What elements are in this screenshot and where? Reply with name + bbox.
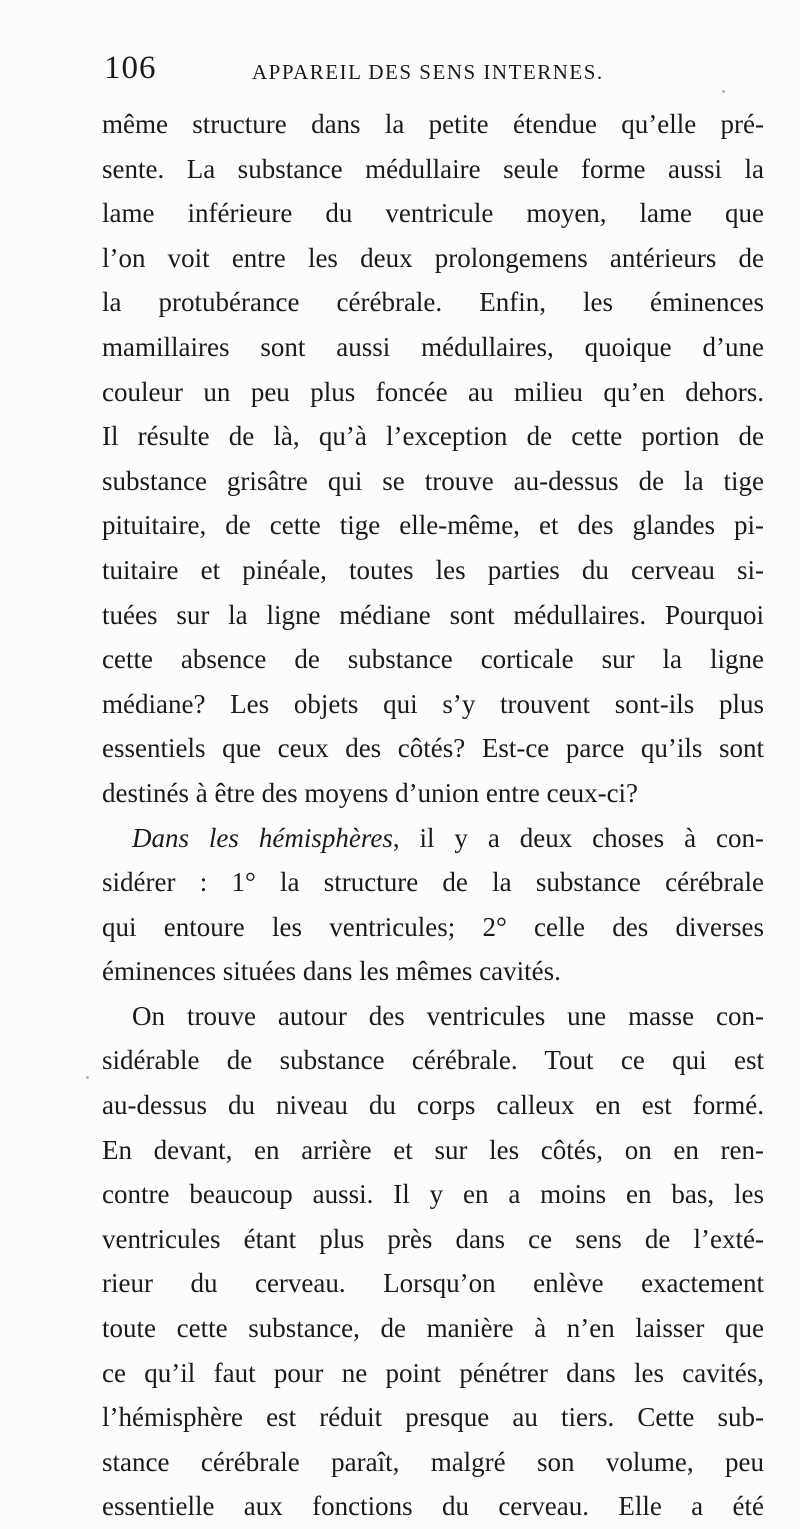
text-span: , il y a deux choses à con- xyxy=(392,822,764,853)
text-line: ce qu’il faut pour ne point pénétrer dans les cavités, xyxy=(102,1357,764,1388)
italic-term: Dans les hémisphères xyxy=(132,822,393,853)
text-line: au-dessus du niveau du corps calleux en est formé. xyxy=(102,1090,764,1121)
text-line: qui entoure les ventricules; 2° celle des diverses xyxy=(102,911,764,942)
text-line: ventricules étant plus près dans ce sens de l’exté- xyxy=(102,1223,764,1254)
text-line: En devant, en arrière et sur les côtés, on en ren- xyxy=(102,1134,764,1165)
text-line: éminences situées dans les mêmes cavités. xyxy=(102,956,561,987)
page-header xyxy=(104,50,764,94)
text-line: rieur du cerveau. Lorsqu’on enlève exactement xyxy=(102,1268,764,1299)
paper-speck xyxy=(722,90,725,93)
text-line: pituitaire, de cette tige elle-même, et des glandes pi- xyxy=(102,510,764,541)
body-text xyxy=(102,102,764,1529)
text-line: mamillaires sont aussi médullaires, quoique d’une xyxy=(102,331,764,362)
text-line: sidérable de substance cérébrale. Tout ce qui est xyxy=(102,1045,764,1076)
text-line: même structure dans la petite étendue qu’elle pré- xyxy=(102,109,764,139)
text-line: sente. La substance médullaire seule forme aussi la xyxy=(102,153,764,184)
text-line: l’on voit entre les deux prolongemens antérieurs de xyxy=(102,242,764,273)
text-line: lame inférieure du ventricule moyen, lame que xyxy=(102,198,764,229)
text-line: toute cette substance, de manière à n’en laisser que xyxy=(102,1313,764,1344)
text-line: médiane? Les objets qui s’y trouvent sont-ils plus xyxy=(102,688,764,719)
text-line: On trouve autour des ventricules une masse con- xyxy=(132,1000,764,1031)
page-number: 106 xyxy=(104,50,157,86)
text-line: essentiels que ceux des côtés? Est-ce parce qu’ils sont xyxy=(102,733,764,764)
text-line: stance cérébrale paraît, malgré son volume, peu xyxy=(102,1446,764,1477)
text-line: sidérer : 1° la structure de la substance cérébrale xyxy=(102,867,764,898)
text-line: tuées sur la ligne médiane sont médullaires. Pourquoi xyxy=(102,599,764,630)
text-line: couleur un peu plus foncée au milieu qu’en dehors. xyxy=(102,376,764,407)
paper-speck xyxy=(86,1076,89,1079)
text-line: l’hémisphère est réduit presque au tiers. Cette sub- xyxy=(102,1402,764,1433)
text-line: essentielle aux fonctions du cerveau. Elle a été xyxy=(102,1491,764,1522)
text-line: la protubérance cérébrale. Enfin, les éminences xyxy=(102,287,764,318)
text-line: substance grisâtre qui se trouve au-dessus de la tige xyxy=(102,465,764,496)
text-line: cette absence de substance corticale sur la ligne xyxy=(102,644,764,675)
paragraph-start-hemispheres xyxy=(102,816,764,861)
running-title: APPAREIL DES SENS INTERNES. xyxy=(252,60,604,84)
text-line: destinés à être des moyens d’union entre ceux-ci? xyxy=(102,777,639,808)
text-line: Il résulte de là, qu’à l’exception de cette portion de xyxy=(102,421,764,452)
text-line: contre beaucoup aussi. Il y en a moins en bas, les xyxy=(102,1179,764,1210)
text-line: tuitaire et pinéale, toutes les parties du cerveau si- xyxy=(102,554,764,585)
